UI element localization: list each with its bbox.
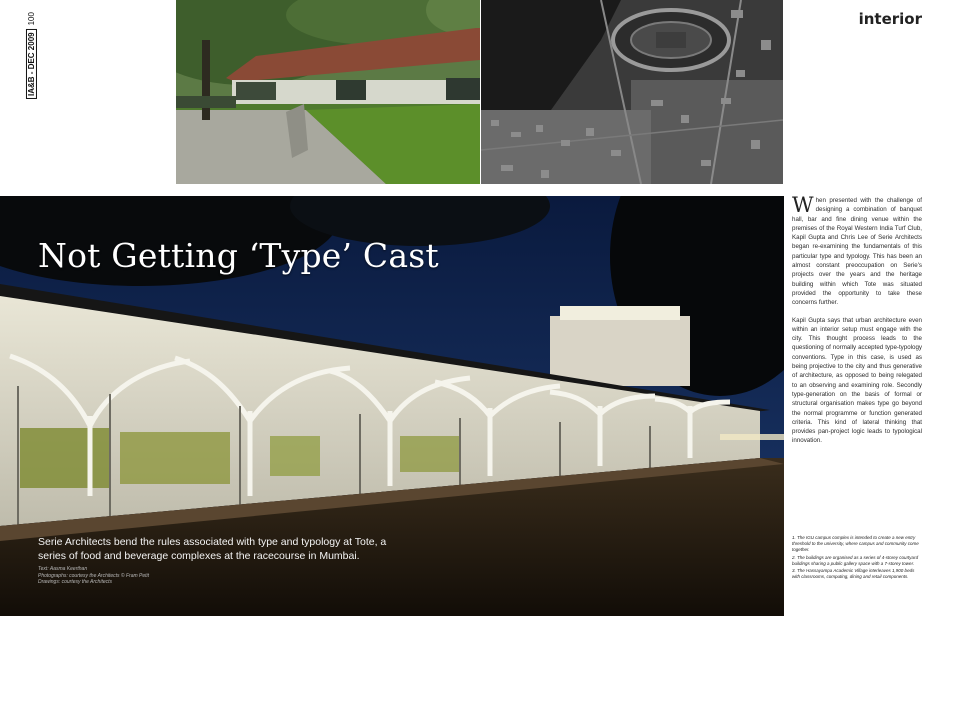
body-paragraph-1 [792,193,922,308]
credit-drawings: Drawings: courtesy the Architects [38,579,113,585]
caption-2: 2. The buildings are organised as a series of 4-storey courtyard buildings sharing a public gallery space with a 7-storey tower. [792,554,919,566]
aerial-racecourse-photo [481,0,783,184]
article-body [792,193,922,454]
article-credits [38,566,298,586]
credit-photographs: Photographs: courtesy the Architects © Fram Petit [38,572,150,579]
issue-tag [22,12,40,96]
article-standfirst: Serie Architects bend the rules associated with type and typology at Tote, a series of food and beverage complexes at the racecourse in Mumbai. [38,536,387,562]
page-number: 100 [26,12,36,26]
article-title: Not Getting ‘Type’ Cast [38,236,439,275]
heritage-building-photo [176,0,480,184]
credit-text: Text: Aasma Keerthan [38,566,88,572]
photo-captions [792,535,922,581]
section-label: interior [858,10,922,28]
issue-label: IA&B - DEC 2009 [26,29,37,99]
caption-1: 1. The IGU campus complex is intended to create a new entry threshold to the university, where campus and community come together. [792,535,919,553]
body-paragraph-2: Kapil Gupta says that urban architecture even within an interior setup must engage with the city. This thought process leads to the questioning of normally accepted type-typology conventions. Type in this case, is used as being projective to the city and thus generative of architecture, as opposed to being relegated to an observing and examining role. Secondly type-generation on the basis of formal or structural organisation makes type go beyond the normal programme or function generated criteria. This kind of lateral thinking that provides pan-project logic leads to typological innovation. [792,316,922,445]
caption-3: 3. The Hassayampa Academic Village interleaves 1,900 beds with classrooms, computing, dining and retail components. [792,568,915,580]
aerial-map-image [481,0,783,184]
drop-cap: W [792,193,814,217]
heritage-building-image [176,0,480,184]
body-paragraph-1-text: hen presented with the challenge of designing a combination of banquet hall, bar and fine dining venue within the premises of the Royal Western India Turf Club, Kapil Gupta and Chris Lee of Serie Architects began re-examining the fundamentals of this particular type and typology. This has been an almost constant preoccupation on Serie's projects over the years and the heritage building within which Tote was situated provided the opportunity to take these concerns further. [792,197,922,307]
